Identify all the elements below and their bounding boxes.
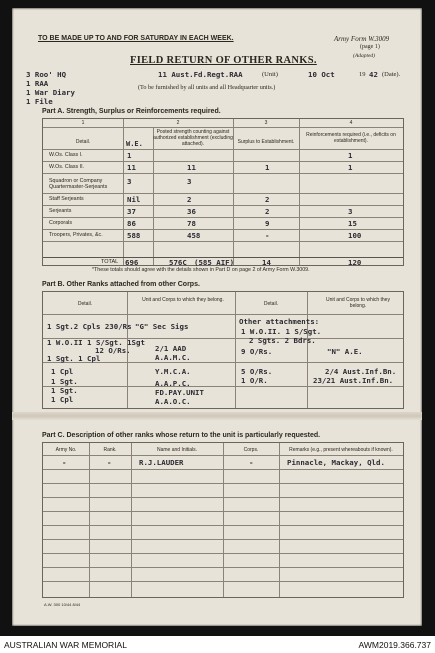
date-label: (Date). [382,71,401,78]
form-sheet [12,8,422,626]
b-left-unit-1: "G" Sec Sigs [135,322,189,331]
header-surplus: Surplus to Establishment. [237,139,295,145]
b-right-unit-1: "N" A.E. [327,347,363,356]
row-reinforcements: 15 [348,219,357,228]
b-left-detail-1: 1 Sgt.2 Cpls 230/Rs [47,322,132,331]
row-posted: 458 [187,231,201,240]
row-surplus: 2 [265,195,270,204]
b-header-detail-1: Detail. [77,301,93,307]
b-left-detail-7: 1 Cpl [51,395,74,404]
b-left-unit-6: FD.PAY.UNIT [155,388,204,397]
row-surplus: 1 [265,163,270,172]
b-left-detail-5: 1 Sgt. [51,377,78,386]
row-surplus: 2 [265,207,270,216]
row-detail: Troopers, Privates, &c. [49,232,103,238]
row-established: 86 [127,219,136,228]
c-header-name: Name and Initials. [156,447,198,453]
b-left-unit-5: A.A.P.C. [155,379,191,388]
distribution-4: 1 File [26,97,53,106]
total-label: TOTAL [101,259,119,265]
c-entry-army-no: - [62,458,67,467]
paper-fold [12,412,422,420]
return-date: 10 Oct [308,70,335,79]
b-left-detail-6: 1 Sgt. [51,386,78,395]
b-right-unit-2: 2/4 Aust.Inf.Bn. [325,367,397,376]
row-detail: Serjeants [49,208,72,214]
we-mark: W.E. [126,140,143,148]
adapted-label: (Adapted) [353,53,375,59]
row-established: 37 [127,207,136,216]
row-reinforcements: 1 [348,151,353,160]
b-right-unit-3: 23/21 Aust.Inf.Bn. [313,376,394,385]
b-left-detail-3: 1 Sgt. 1 Cpl [47,354,101,363]
form-page: (page 1) [360,44,380,50]
col-number-1: 1 [81,120,85,126]
year-prefix: 19 [359,71,366,78]
row-posted: 78 [187,219,196,228]
row-reinforcements: 3 [348,207,353,216]
row-established: Nil [127,195,141,204]
footer-institution: AUSTRALIAN WAR MEMORIAL [4,640,127,650]
c-header-corps: Corps. [243,447,259,453]
b-left-extra: 12 O/Rs. [95,346,131,355]
row-detail: W.Os. Class II. [49,164,85,170]
distribution-2: 1 RAA [26,79,49,88]
header-posted: Posted strength counting against authorized establishment (excluding attached). [153,129,233,147]
row-surplus: 9 [265,219,270,228]
part-a-table [42,118,404,266]
c-entry-rank: - [107,458,112,467]
row-detail: Staff Serjeants [49,196,84,202]
row-detail: Corporals [49,220,72,226]
distribution-1: 3 Roo' HQ [26,70,67,79]
total-posted: 576C [169,258,187,267]
archive-footer [0,636,435,653]
row-detail: W.Os. Class I. [49,152,83,158]
total-established: 696 [125,258,139,267]
totals-footnote: *These totals should agree with the details shown in Part D on page 2 of Army Form W.3009. [92,267,310,273]
b-right-detail-4: 9 O/Rs. [241,347,273,356]
row-reinforcements: 1 [348,163,353,172]
b-right-detail-2: 1 W.O.II. 1 S/Sgt. [241,327,322,336]
c-header-rank: Rank. [103,447,117,453]
form-number: Army Form W.3009 [334,35,390,43]
c-entry-name: R.J.LAUDER [139,458,184,467]
made-up-instruction: TO BE MADE UP TO AND FOR SATURDAY IN EACH WEEK. [38,35,234,42]
col-number-4: 4 [349,120,353,126]
b-right-detail-1: Other attachments: [239,317,320,326]
row-posted: 3 [187,177,192,186]
part-a-title: Part A. Strength, Surplus or Reinforcements required. [42,108,221,115]
b-left-detail-2: 1 W.O.II 1 S/Sgt. 1Sgt [47,338,145,347]
b-header-unit-1: Unit and Corps to which they belong. [142,297,224,303]
total-posted-note: (585 AIF) [194,258,235,267]
row-established: 1 [127,151,132,160]
b-left-detail-4: 1 Cpl [51,367,74,376]
unit-label: (Unit) [262,71,278,78]
row-surplus: - [265,231,270,240]
row-established: 3 [127,177,132,186]
part-c-title: Part C. Description of other ranks whose return to the unit is particularly requested. [42,432,321,439]
distribution-3: 1 War Diary [26,88,75,97]
row-established: 11 [127,163,136,172]
row-posted: 36 [187,207,196,216]
unit-name: 11 Aust.Fd.Regt.RAA [158,70,243,79]
col-number-3: 3 [264,120,268,126]
year-typed: 42 [369,70,378,79]
header-detail: Detail. [75,139,91,145]
c-header-army-no: Army No. [55,447,77,453]
part-c-table [42,442,404,598]
total-surplus: 14 [262,258,271,267]
b-header-unit-2: Unit and Corps to which they belong. [326,297,390,309]
row-posted: 11 [187,163,196,172]
part-b-title: Part B. Other Ranks attached from other Corps. [42,281,200,288]
b-right-detail-3: 2 Sgts. 2 Bdrs. [249,336,316,345]
form-title: FIELD RETURN OF OTHER RANKS. [130,55,317,66]
row-posted: 2 [187,195,192,204]
c-header-remarks: Remarks (e.g., present whereabouts if known). [289,447,393,453]
row-established: 588 [127,231,141,240]
col-number-2: 2 [176,120,180,126]
printer-mark: A.W. 300 10/44 8/44 [44,602,81,607]
furnished-note: (To be furnished by all units and all Headquarter units.) [138,84,276,91]
part-b-table [42,291,404,409]
footer-accession-number: AWM2019.366.737 [358,640,431,650]
header-reinforcements: Reinforcements required (i.e., deficits on establishment). [306,132,396,144]
b-left-unit-2: 2/1 AAD [155,344,187,353]
b-header-detail-2: Detail. [263,301,279,307]
b-left-unit-4: Y.M.C.A. [155,367,191,376]
b-left-unit-3: A.A.M.C. [155,353,191,362]
c-entry-corps: - [249,458,254,467]
b-left-unit-7: A.A.O.C. [155,397,191,406]
b-right-detail-5: 5 O/Rs. [241,367,273,376]
c-entry-remarks: Pinnacle, Mackay, Qld. [287,458,385,467]
total-reinforcements: 120 [348,258,362,267]
row-reinforcements: 100 [348,231,362,240]
row-detail: Squadron or Company Quartermaster-Serjeants [49,178,108,190]
b-right-detail-6: 1 O/R. [241,376,268,385]
